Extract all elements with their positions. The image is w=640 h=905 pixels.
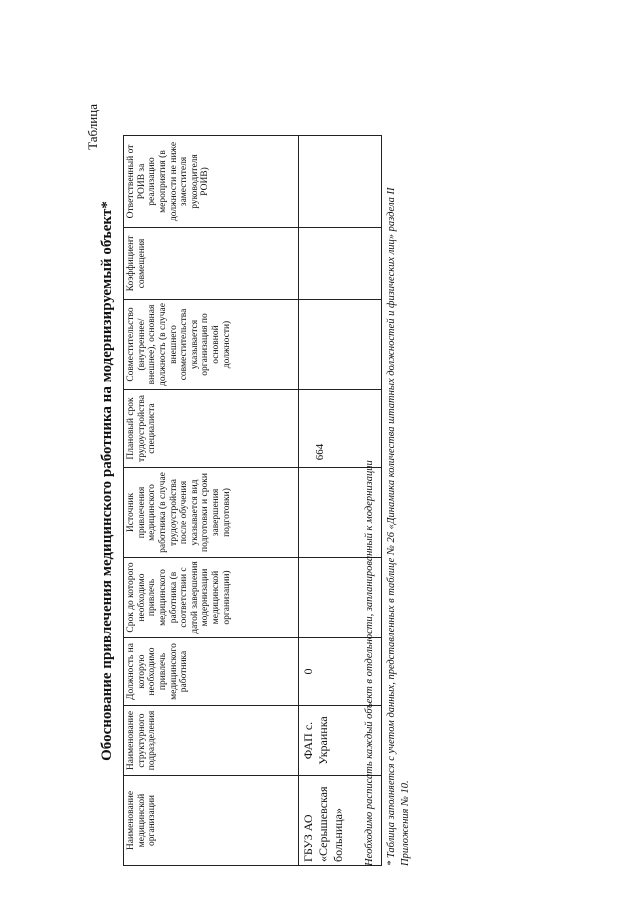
- column-header-source: Источник привлечения медицинского работника (в случае трудоустройства после обучения указывается вид подготовки и сроки завершения подготовки): [124, 468, 299, 558]
- table-header-row: [124, 136, 299, 866]
- page-number: 664: [314, 443, 326, 461]
- footnote-table-source: * Таблица заполняется с учетом данных, представленных в таблице № 26 «Динамика количества штатных должностей и физических лиц» раздела II Приложения № 10.: [386, 187, 411, 866]
- column-header-responsible: Ответственный от РОИВ за реализацию мероприятия (в должности не ниже заместителя руководителя РОИВ): [124, 136, 299, 228]
- cell-organization: ГБУЗ АО «Серышевская больница»: [299, 776, 382, 866]
- column-header-coefficient: Коэффициент совмещения: [124, 228, 299, 300]
- cell-coefficient: [299, 228, 382, 300]
- justification-table: [123, 135, 382, 866]
- document-title: Обоснование привлечения медицинского работника на модернизируемый объект*: [99, 201, 115, 761]
- table-caption-label: Таблица: [85, 104, 100, 150]
- cell-position: 0: [299, 638, 382, 706]
- column-header-unit: Наименование структурного подразделения: [124, 706, 299, 776]
- column-header-position: Должность на которую необходимо привлечь медицинского работника: [124, 638, 299, 706]
- cell-unit: ФАП с. Украинка: [299, 706, 382, 776]
- rotated-document-content: [85, 96, 411, 866]
- column-header-combination: Совместительство (внутреннее/внешнее), основная должность (в случае внешнего совместительства указывается организация по основной должности): [124, 300, 299, 390]
- cell-combination: [299, 300, 382, 390]
- column-header-deadline: Срок до которого необходимо привлечь медицинского работника (в соответствии с датой завершения модернизации медицинской организации): [124, 558, 299, 638]
- footnote-each-object: Необходимо расписать каждый объект в отдельности, запланированный к модернизации: [364, 460, 375, 866]
- column-header-organization: Наименование медицинской организации: [124, 776, 299, 866]
- column-header-planned-date: Плановый срок трудоустройства специалиста: [124, 390, 299, 468]
- cell-responsible: [299, 136, 382, 228]
- cell-planned-date: [299, 390, 382, 468]
